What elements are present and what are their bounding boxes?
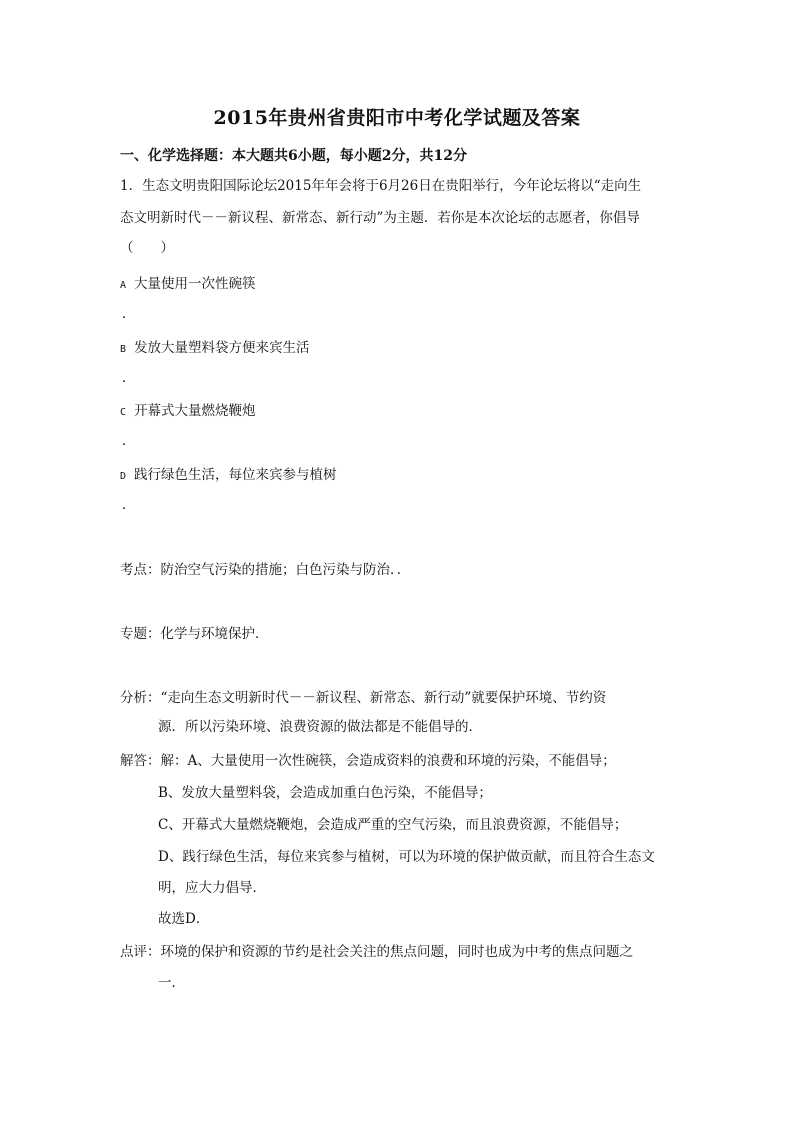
- option-a-letter: A: [120, 280, 127, 291]
- option-d: [120, 465, 337, 487]
- option-d-letter: D: [120, 471, 127, 482]
- question-line-1: [120, 176, 641, 196]
- option-c-letter: C: [120, 407, 127, 418]
- jieda-line-2: B、发放大量塑料袋，会造成加重白色污染，不能倡导；: [158, 785, 492, 801]
- option-a-text: 大量使用一次性碗筷: [134, 276, 256, 292]
- option-c: [120, 401, 256, 423]
- option-a-dot: ．: [122, 306, 136, 322]
- jieda-line-1: 解答：解：A、大量使用一次性碗筷，会造成资料的浪费和环境的污染，不能倡导；: [120, 753, 616, 769]
- jieda-line-4: D、践行绿色生活，每位来宾参与植树，可以为环境的保护做贡献，而且符合生态文: [158, 849, 655, 865]
- option-b-dot: ．: [122, 370, 136, 386]
- option-c-text: 开幕式大量燃烧鞭炮: [134, 403, 256, 419]
- fenxi-line-1: 分析：“走向生态文明新时代－－新议程、新常态、新行动”就要保护环境、节约资: [120, 690, 607, 706]
- zhuanti: 专题：化学与环境保护．: [120, 626, 269, 642]
- dianping-line-1: 点评：环境的保护和资源的节约是社会关注的焦点问题，同时也成为中考的焦点问题之: [120, 944, 633, 960]
- question-line-2: 态文明新时代－－新议程、新常态、新行动”为主题．若你是本次论坛的志愿者，你倡导: [120, 210, 640, 226]
- question-text-1: 生态文明贵阳国际论坛2015年年会将于6月26日在贵阳举行，今年论坛将以“走向生: [142, 178, 642, 194]
- question-number: 1．: [120, 178, 143, 194]
- fenxi-line-2: 源．所以污染环境、浪费资源的做法都是不能倡导的．: [158, 719, 482, 735]
- jieda-line-5: 明，应大力倡导．: [158, 880, 266, 896]
- option-d-dot: ．: [122, 497, 136, 513]
- dianping-line-2: 一．: [158, 975, 185, 991]
- jieda-line-6: 故选D．: [158, 911, 210, 927]
- option-a: [120, 274, 256, 296]
- document-title: 2015年贵州省贵阳市中考化学试题及答案: [213, 107, 581, 129]
- jieda-line-3: C、开幕式大量燃烧鞭炮，会造成严重的空气污染，而且浪费资源，不能倡导；: [158, 817, 628, 833]
- option-b: [120, 338, 310, 360]
- option-d-text: 践行绿色生活，每位来宾参与植树: [134, 467, 337, 483]
- option-c-dot: ．: [122, 433, 136, 449]
- option-b-text: 发放大量塑料袋方便来宾生活: [134, 340, 310, 356]
- kaodian: 考点：防治空气污染的措施；白色污染与防治．．: [120, 562, 411, 578]
- option-b-letter: B: [120, 344, 127, 355]
- question-blank: （ ）: [120, 240, 174, 256]
- section-heading: 一、化学选择题：本大题共6小题，每小题2分，共12分: [120, 148, 467, 164]
